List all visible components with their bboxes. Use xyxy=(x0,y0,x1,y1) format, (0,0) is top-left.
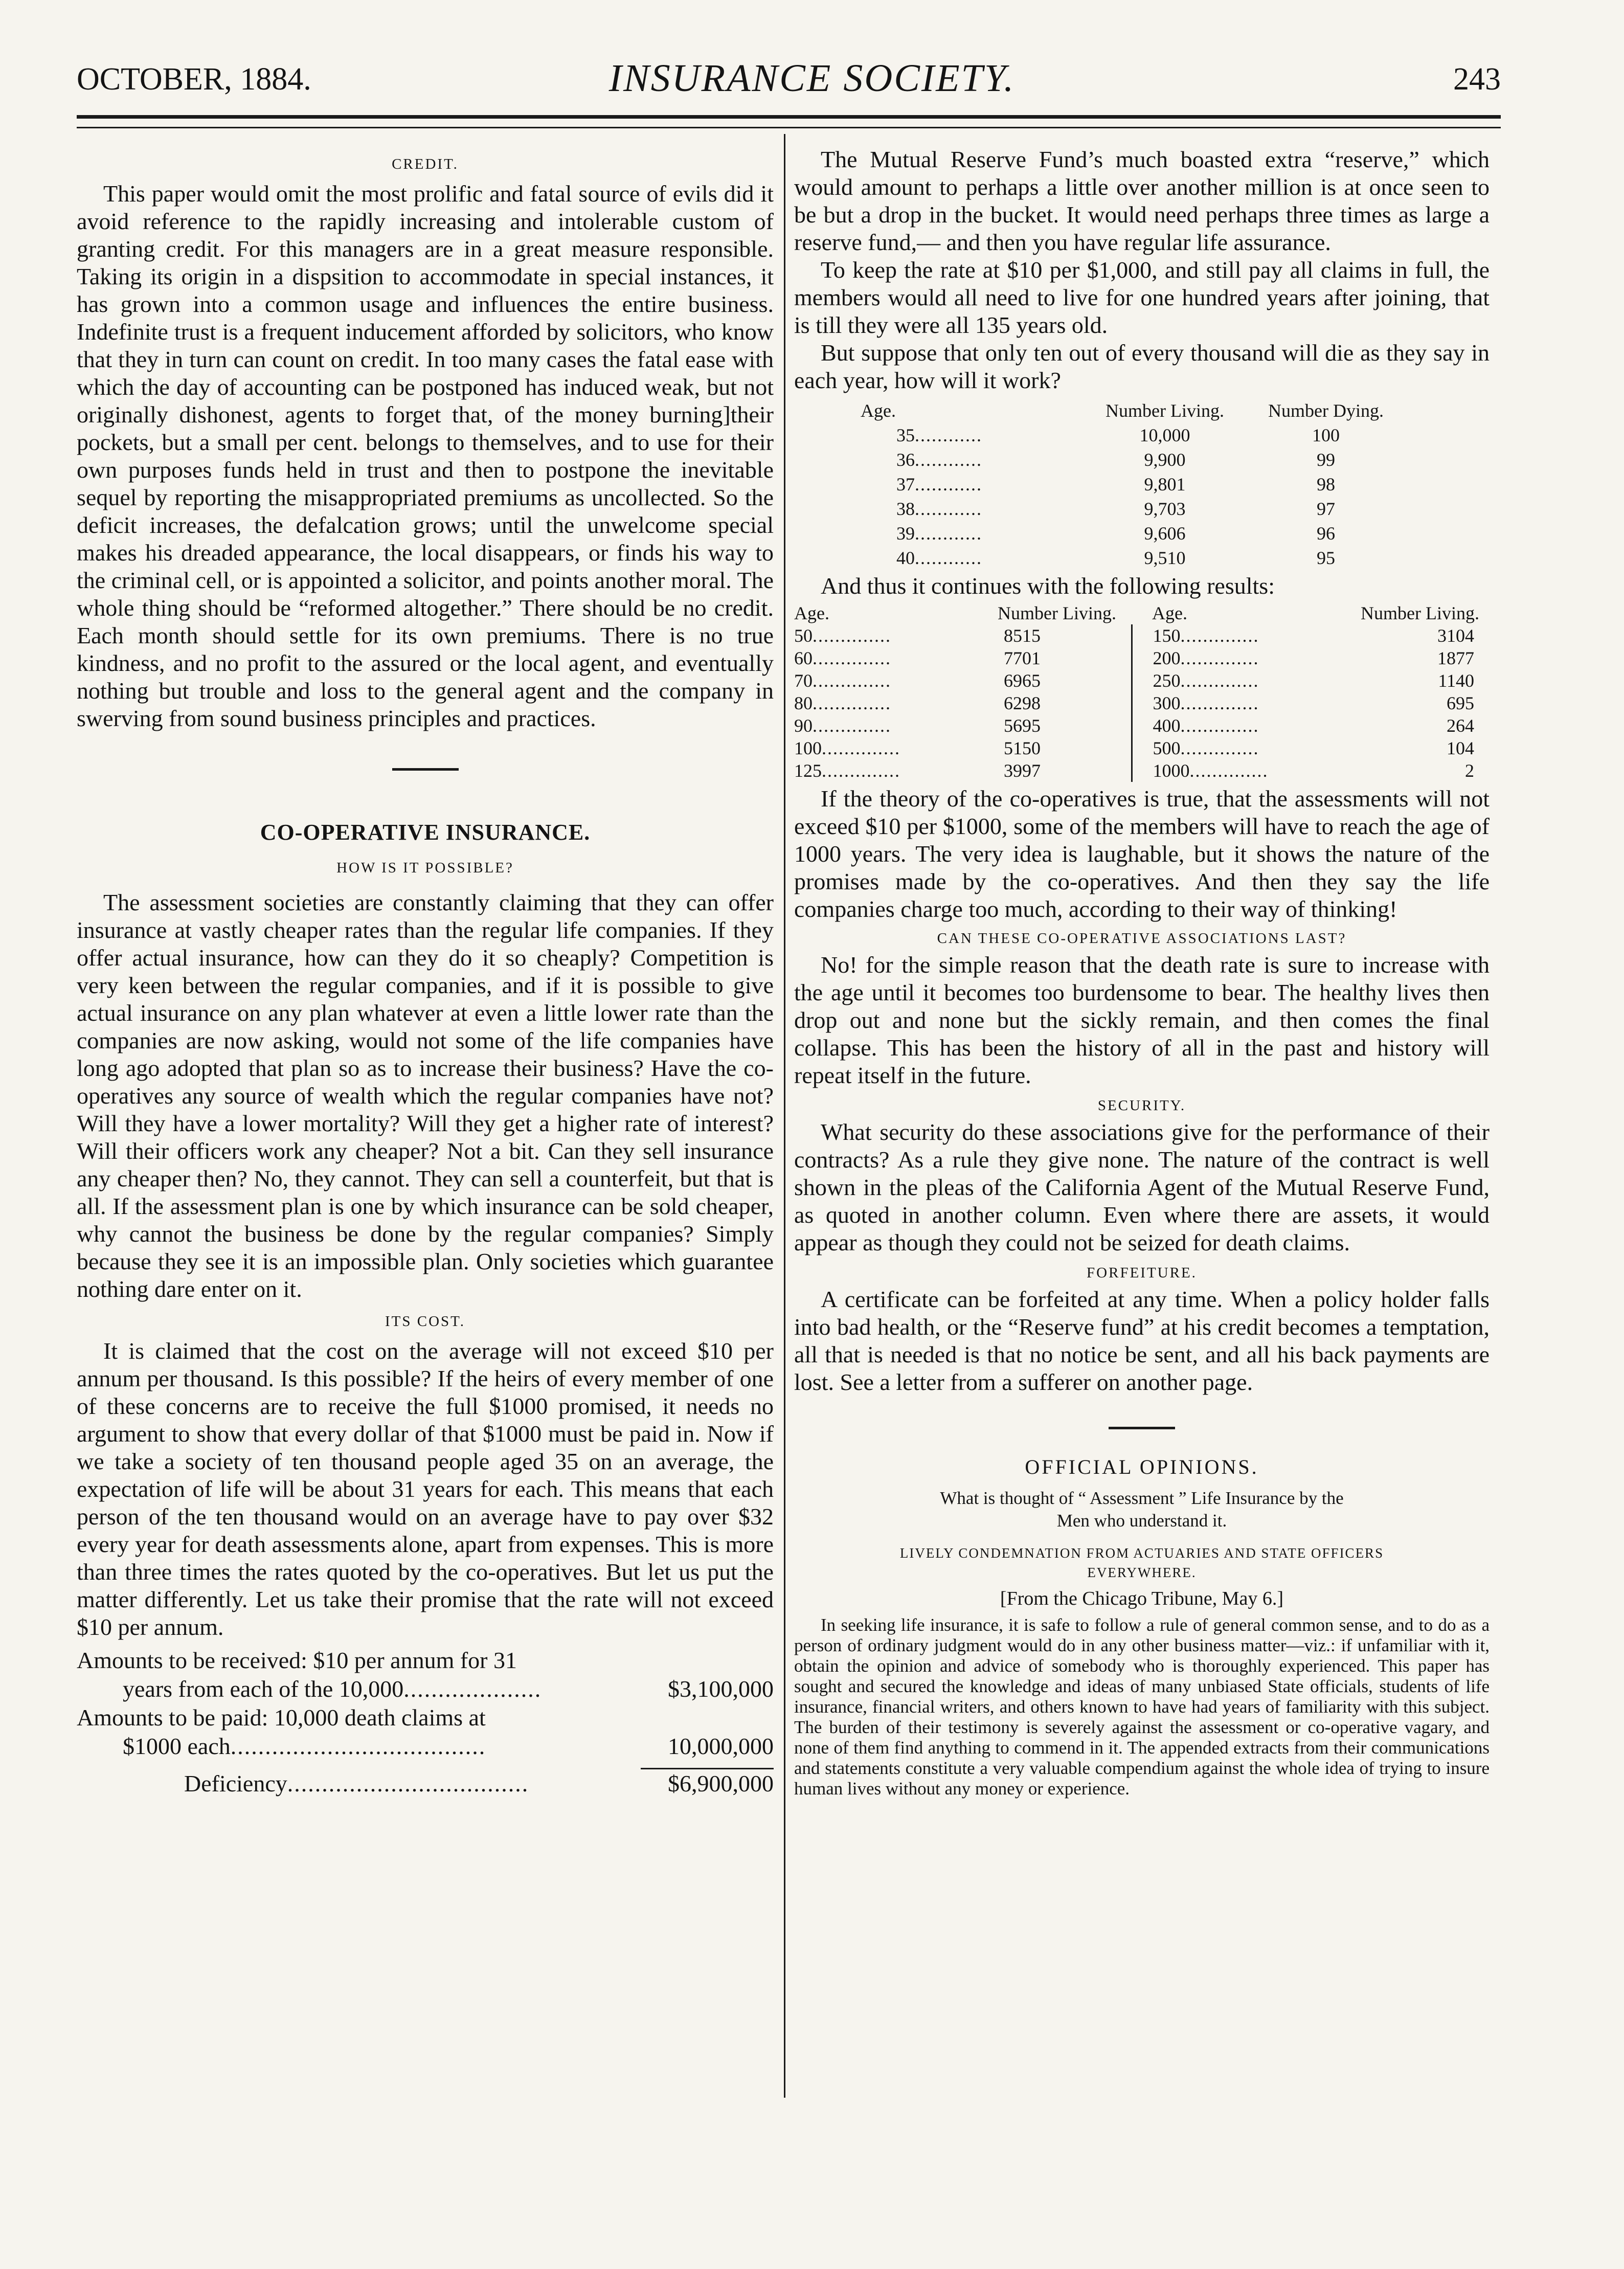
age-cell: 37 xyxy=(896,474,915,495)
age-cell: 400 xyxy=(1153,715,1181,736)
age-cell: 500 xyxy=(1153,738,1181,758)
age-cell: 125 xyxy=(794,760,822,781)
living-cell: 9,703 xyxy=(1144,499,1186,519)
leader-dots: ..................................... xyxy=(230,1733,486,1759)
living-cell: 264 xyxy=(1447,715,1474,736)
living-cell: 2 xyxy=(1465,760,1474,781)
living-cell: 8515 xyxy=(963,624,1132,647)
table-row xyxy=(77,1703,774,1732)
age-cell: 50 xyxy=(794,625,813,646)
leader-dots: .............. xyxy=(813,715,891,736)
header-rule-thin xyxy=(77,127,1501,128)
column-header: Age. xyxy=(861,400,896,421)
age-cell: 39 xyxy=(896,523,915,544)
how-possible-heading: HOW IS IT POSSIBLE? xyxy=(336,860,514,876)
table-row xyxy=(77,1646,774,1675)
column-header: Number Dying. xyxy=(1268,400,1384,421)
dying-cell: 99 xyxy=(1317,450,1335,470)
leader-dots: .............. xyxy=(1180,670,1259,691)
age-cell: 36 xyxy=(896,450,915,470)
living-cell: 1140 xyxy=(1438,670,1474,691)
its-cost-heading: ITS COST. xyxy=(385,1313,465,1330)
source-line: [From the Chicago Tribune, May 6.] xyxy=(1000,1588,1284,1609)
leader-dots: .............. xyxy=(813,625,891,646)
dying-cell: 97 xyxy=(1317,499,1335,519)
leader-dots: .............. xyxy=(813,693,891,713)
credit-paragraph: This paper would omit the most prolific and fatal source of evils did it avoid reference to the rapidly increasing and intolerable custom of granting credit. For this managers are in a great measure responsible. Taking its origin in a dispsition to accommodate in special instances, it has grown into a common usage and influences the entire business. Indefinite trust is a frequent inducement afforded by solicitors, who know that they in turn can count on credit. In too many cases the fatal ease with which the day of accounting can be postponed has induced weak, but not originally dishonest, agents to forget that, of the money burning]their pockets, but a small per cent. belongs to themselves, and to use for their own purposes funds held in trust and then to postpone the inevitable sequel by reporting the misappropriated premiums as uncollected. So the deficit increases, the defalcation grows; until the unwelcome special makes his dreaded appearance, the local disappears, or finds his way to the criminal cell, or is appointed a solicitor, and points another moral. The whole thing should be “reformed altogether.” There should be no credit. Each month should settle for its own premiums. There is no true kindness, and no profit to the assured or the local agent, and eventually nothing but trouble and loss to the general agent and the company in swerving from sound business principles and practices. xyxy=(77,181,774,731)
age-cell: 38 xyxy=(896,499,915,519)
age-cell: 40 xyxy=(896,548,915,568)
received-line1: Amounts to be received: $10 per annum for 31 xyxy=(77,1647,517,1673)
leader-dots: .............. xyxy=(822,760,900,781)
paid-value: 10,000,000 xyxy=(668,1733,774,1759)
living-cell: 9,801 xyxy=(1144,474,1186,495)
official-subheading-line1: What is thought of “ Assessment ” Life Insurance by the xyxy=(940,1488,1344,1508)
age-cell: 35 xyxy=(896,425,915,445)
age-cell: 60 xyxy=(794,648,813,668)
living-cell: 3997 xyxy=(963,759,1132,782)
dying-cell: 98 xyxy=(1317,474,1335,495)
table-row xyxy=(794,669,1479,692)
living-cell: 695 xyxy=(1447,693,1474,713)
table-row xyxy=(77,1732,774,1761)
publication-title: INSURANCE SOCIETY. xyxy=(608,57,1016,100)
table-row xyxy=(794,759,1479,782)
living-cell: 3104 xyxy=(1437,625,1474,646)
leader-dots: ............ xyxy=(915,474,982,495)
dying-cell: 95 xyxy=(1317,548,1335,568)
living-cell: 6965 xyxy=(963,669,1132,692)
official-subheading-line2: Men who understand it. xyxy=(1056,1511,1227,1531)
deficiency-value: $6,900,000 xyxy=(668,1770,774,1796)
suppose-paragraph: But suppose that only ten out of every thousand will die as they say in each year, how will it work? xyxy=(794,340,1490,393)
paid-line2: $1000 each xyxy=(123,1733,231,1759)
its-cost-paragraph: It is claimed that the cost on the average will not exceed $10 per annum per thousand. Is this possible? If the heirs of every member of one of these concerns are to receive the full $1000 promised, it needs no argument to show that every dollar of that $1000 must be paid in. Now if we take a society of ten thousand people aged 35 on an average, the expectation of life will be about 31 years for each. This means that each person of the ten thousand would on an average have to pay over $32 every year for death assessments alone, apart from expenses. This is more than three times the rates quoted by the co-operatives. But let us put the matter differently. Let us take their promise that the rate will not exceed $10 per annum. xyxy=(77,1338,774,1640)
left-column xyxy=(77,156,774,1798)
age-cell: 250 xyxy=(1153,670,1181,691)
table-row xyxy=(861,521,1397,546)
leader-dots: .............. xyxy=(1180,648,1259,668)
table-row xyxy=(861,447,1397,472)
leader-dots: .............. xyxy=(1180,738,1259,758)
coop-insurance-heading: CO-OPERATIVE INSURANCE. xyxy=(260,820,591,845)
credit-heading: CREDIT. xyxy=(392,156,459,172)
age-cell: 1000 xyxy=(1153,760,1190,781)
last-paragraph: No! for the simple reason that the death rate is sure to increase with the age until it becomes too burdensome to bear. The healthy lives then drop out and none but the sickly remain, and then comes the final collapse. This has been the history of all in the past and history will repeat itself in the future. xyxy=(794,952,1490,1088)
table-row xyxy=(861,472,1397,497)
results-table xyxy=(794,602,1479,782)
amounts-table xyxy=(77,1646,774,1798)
table-row xyxy=(794,647,1479,669)
age-cell: 200 xyxy=(1153,648,1181,668)
table-header-row xyxy=(794,602,1479,624)
leader-dots: .............. xyxy=(822,738,900,758)
column-header: Number Living. xyxy=(998,603,1116,623)
paid-line1: Amounts to be paid: 10,000 death claims at xyxy=(77,1704,486,1731)
final-paragraph: In seeking life insurance, it is safe to follow a rule of general common sense, and to do as a person of ordinary judgment would do in any other business matter—viz.: if unfamiliar with it, obtain the opinion and advice of somebody who is thoroughly experienced. This paper has sought and secured the knowledge and ideas of many unbiased State officials, students of life insurance, financial writers, and others known to have had years of familiarity with this subject. The burden of their testimony is severely against the assessment or co-operative vagary, and none of them find anything to commend in it. The appended extracts from their communications and statements constitute a very valuable compendium against the whole idea of trying to insure human lives without any money or experience. xyxy=(794,1615,1490,1799)
leader-dots: ............ xyxy=(915,523,982,544)
lively-heading-line1: LIVELY CONDEMNATION FROM ACTUARIES AND STATE OFFICERS xyxy=(899,1545,1384,1561)
deficiency-label: Deficiency xyxy=(184,1770,287,1796)
continues-line: And thus it continues with the following results: xyxy=(821,573,1275,599)
age-cell: 300 xyxy=(1153,693,1181,713)
age-cell: 90 xyxy=(794,715,813,736)
leader-dots: ................................... xyxy=(287,1770,529,1796)
age-cell: 80 xyxy=(794,693,813,713)
leader-dots: .............. xyxy=(1180,715,1259,736)
living-cell: 7701 xyxy=(963,647,1132,669)
received-line2: years from each of the 10,000 xyxy=(123,1676,404,1702)
age-cell: 70 xyxy=(794,670,813,691)
living-cell: 9,606 xyxy=(1144,523,1186,544)
table-row xyxy=(794,714,1479,737)
age-cell: 150 xyxy=(1153,625,1181,646)
living-cell: 6298 xyxy=(963,692,1132,714)
table-header-row xyxy=(861,398,1397,423)
page-number: 243 xyxy=(1453,62,1501,97)
reserve-paragraph: The Mutual Reserve Fund’s much boasted extra “reserve,” which would amount to perhaps a little over another million is at once seen to be but a drop in the bucket. It would need perhaps three times as large a reserve fund,— and then you have regular life assurance. xyxy=(794,146,1490,255)
rate-paragraph: To keep the rate at $10 per $1,000, and still pay all claims in full, the members would all need to live for one hundred years after joining, that is till they were all 135 years old. xyxy=(794,257,1490,338)
header-rule-thick xyxy=(77,115,1501,119)
living-cell: 9,510 xyxy=(1144,548,1186,568)
leader-dots: ............ xyxy=(915,548,982,568)
living-cell: 5150 xyxy=(963,737,1132,759)
column-header: Number Living. xyxy=(1106,400,1224,421)
issue-date: OCTOBER, 1884. xyxy=(77,62,311,97)
column-divider xyxy=(784,134,785,2098)
mortality-table xyxy=(861,398,1397,570)
leader-dots: ............ xyxy=(915,425,982,445)
lively-heading xyxy=(794,1543,1490,1582)
column-header: Age. xyxy=(1152,603,1187,623)
forfeiture-heading: FORFEITURE. xyxy=(1087,1265,1197,1281)
leader-dots: .............. xyxy=(1180,693,1259,713)
dying-cell: 100 xyxy=(1312,425,1340,445)
security-heading: SECURITY. xyxy=(1097,1097,1186,1114)
age-cell: 100 xyxy=(794,738,822,758)
leader-dots: .................... xyxy=(403,1676,542,1702)
official-subheading xyxy=(794,1487,1490,1532)
table-row xyxy=(794,737,1479,759)
table-row xyxy=(77,1769,774,1798)
leader-dots: .............. xyxy=(813,670,891,691)
living-cell: 10,000 xyxy=(1139,425,1190,445)
living-cell: 9,900 xyxy=(1144,450,1186,470)
table-row xyxy=(861,497,1397,521)
table-row xyxy=(861,546,1397,570)
lively-heading-line2: EVERYWHERE. xyxy=(1087,1565,1197,1580)
leader-dots: ............ xyxy=(915,450,982,470)
leader-dots: .............. xyxy=(1189,760,1269,781)
table-row xyxy=(794,692,1479,714)
forfeiture-paragraph: A certificate can be forfeited at any time. When a policy holder falls into bad health, or the “Reserve fund” at his credit becomes a temptation, all that is needed is that no notice be sent, and all his back payments are lost. See a letter from a sufferer on another page. xyxy=(794,1286,1490,1395)
received-value: $3,100,000 xyxy=(668,1676,774,1702)
how-possible-paragraph: The assessment societies are constantly claiming that they can offer insurance at vastly cheaper rates than the regular life companies. If they offer actual insurance, how can they do it so cheaply? Competition is very keen between the regular companies, and if it is possible to give actual insurance on any plan whatever at even a little lower rate than the companies are now asking, would not some of the life companies have long ago adopted that plan so as to increase their business? Have the co-operatives any source of wealth which the regular companies have not? Will they have a lower mortality? Will they get a higher rate of interest? Will their officers work any cheaper? Not a bit. Can they sell insurance any cheaper then? No, they cannot. They can sell a counterfeit, but that is all. If the assessment plan is one by which insurance can be sold cheaper, why cannot the business be done by the regular companies? Simply because they see it is an impossible plan. Only societies which guarantee nothing dare enter on it. xyxy=(77,889,774,1302)
official-heading: OFFICIAL OPINIONS. xyxy=(1025,1455,1259,1478)
table-row xyxy=(861,423,1397,447)
leader-dots: .............. xyxy=(813,648,891,668)
right-column xyxy=(794,146,1490,1799)
living-cell: 5695 xyxy=(963,714,1132,737)
section-divider xyxy=(1109,1427,1175,1429)
living-cell: 1877 xyxy=(1437,648,1474,668)
table-row xyxy=(77,1675,774,1703)
last-heading: CAN THESE CO-OPERATIVE ASSOCIATIONS LAST? xyxy=(937,930,1347,947)
dying-cell: 96 xyxy=(1317,523,1335,544)
theory-paragraph: If the theory of the co-operatives is true, that the assessments will not exceed $10 per $1000, some of the members will have to reach the age of 1000 years. The very idea is laughable, but it shows the nature of the promises made by the co-operatives. And then they say the life companies charge too much, according to their way of thinking! xyxy=(794,785,1490,922)
living-cell: 104 xyxy=(1447,738,1474,758)
leader-dots: .............. xyxy=(1180,625,1259,646)
column-header: Age. xyxy=(794,603,829,623)
table-row xyxy=(794,624,1479,647)
security-paragraph: What security do these associations give for the performance of their contracts? As a rule they give none. The nature of the contract is well shown in the pleas of the California Agent of the Mutual Reserve Fund, as quoted in another column. Even where there are assets, it would appear as though they could not be seized for death claims. xyxy=(794,1119,1490,1255)
leader-dots: ............ xyxy=(915,499,982,519)
column-header: Number Living. xyxy=(1361,603,1479,623)
section-divider xyxy=(392,768,459,771)
